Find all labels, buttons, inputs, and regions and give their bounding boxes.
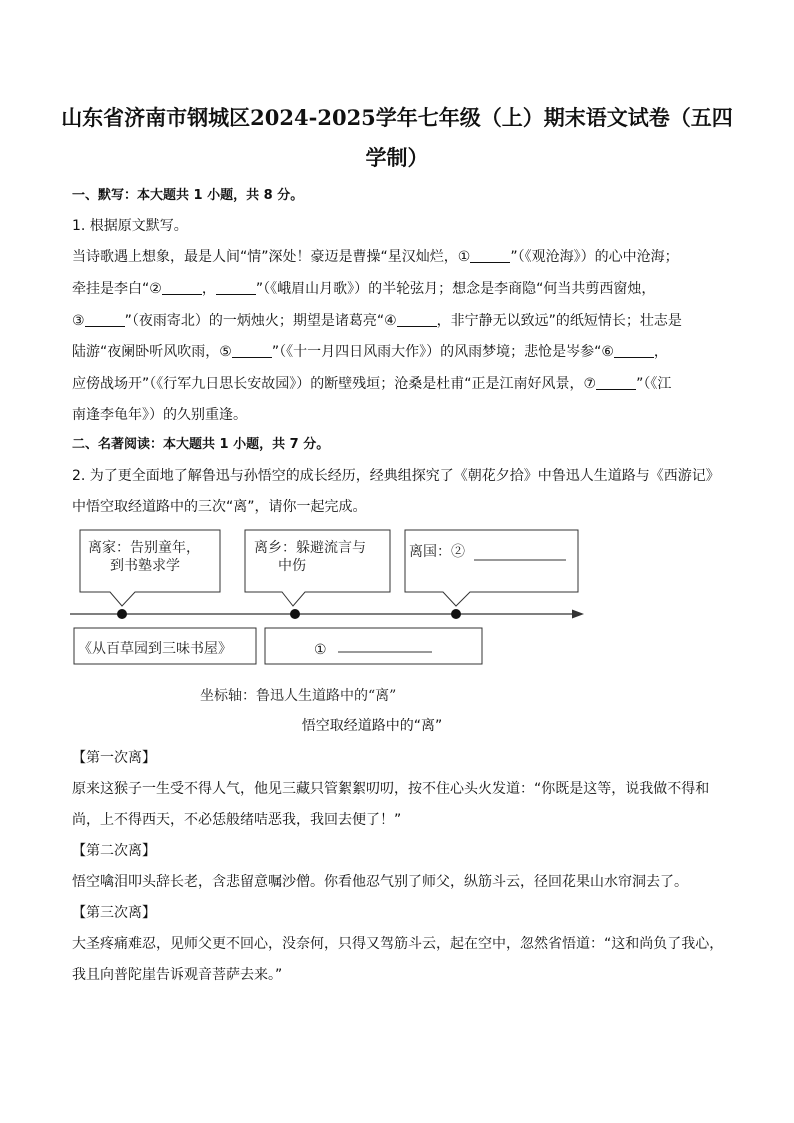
bottom-box1-text: 《从百草园到三味书屋》 [78,641,232,657]
box2-text-line2: 中伤 [278,558,306,574]
section2-heading [72,435,732,455]
passage-label-2: 【第二次离】 [72,843,156,859]
timeline-diagram [60,522,600,707]
box3-text: 离国：② [409,544,465,560]
q1-text: 应傍战场开”（《行军九日思长安故园》）的断壁残垣；沧桑是杜甫“正是江南好风景，⑦ [72,376,597,392]
q1-text: ”（《观沧海》）的心中沧海； [510,249,679,265]
q1-text: ”（夜雨寄北）的一炳烛火；期望是诸葛亮“④ [124,313,397,329]
diagram-caption: 悟空取经道路中的“离” [301,718,443,734]
q1-text: ”（《峨眉山月歌》）的半轮弦月；想念是李商隐“何当共剪西窗烛， [255,281,656,297]
box2-text-line1: 离乡：躲避流言与 [254,540,366,556]
q1-line [72,279,732,299]
exam-title-line2: 学制） [365,145,429,170]
passage-label-1: 【第一次离】 [72,750,156,766]
question2-text: 中悟空取经道路中的三次“离”，请你一起完成。 [72,499,367,515]
passage-text: 悟空噙泪叩头辞长老，含悲留意嘱沙僧。你看他忍气别了师父，纵筋斗云，径回花果山水帘洞去了。 [72,874,688,890]
q1-text: ， [653,344,668,360]
q1-line [72,247,732,267]
answer-blank[interactable] [162,280,202,295]
q1-text: ③ [72,313,85,329]
q1-text: ”（《十一月四日风雨大作》）的风雨梦境；悲怆是岑参“⑥ [271,344,614,360]
question1-label: 1. 根据原文默写。 [72,218,188,234]
callout-box-3 [405,530,578,606]
axis-arrow-icon [572,610,584,619]
q1-text: ”（《江 [636,376,672,392]
passage-text: 尚，上不得西天，不必恁般绪咭恶我，我回去便了！” [72,812,402,828]
bottom-box-2 [265,628,482,664]
timeline-dot [451,609,461,619]
bottom-box2-text: ① [314,642,327,658]
answer-blank[interactable] [85,312,125,327]
answer-blank[interactable] [232,343,272,358]
exam-title-line1: 山东省济南市钢城区2024-2025学年七年级（上）期末语文试卷（五四 [61,105,733,130]
passage-text: 我且向普陀崖告诉观音菩萨去来。” [72,967,283,983]
timeline-dot [290,609,300,619]
box1-text-line2: 到书塾求学 [110,558,180,574]
q1-text: 陆游“夜阑卧听风吹雨，⑤ [72,344,232,360]
passage-text: 大圣疼痛难忍，见师父更不回心，没奈何，只得又驾筋斗云，起在空中，忽然省悟道：“这和尚负了我心， [72,936,724,952]
answer-blank[interactable] [614,343,654,358]
answer-blank[interactable] [470,248,510,263]
passage-text: 原来这猴子一生受不得人气，他见三藏只管絮絮叨叨，按不住心头火发道：“你既是这等，说我做不得和 [72,781,710,797]
timeline-dot [117,609,127,619]
question2-text: 2. 为了更全面地了解鲁迅与孙悟空的成长经历，经典组探究了《朝花夕拾》中鲁迅人生道路与《西游记》 [72,468,720,484]
q1-text: 当诗歌遇上想象，最是人间“情”深处！豪迈是曹操“星汉灿烂，① [72,249,471,265]
q1-text: 牵挂是李白“② [72,281,162,297]
answer-blank[interactable] [397,312,437,327]
section1-heading [72,186,732,206]
q1-line [72,374,732,394]
q1-line [72,405,732,425]
q1-text: ，非宁静无以致远”的纸短情长；壮志是 [436,313,682,329]
q1-text: ， [201,281,216,297]
section2-heading-text: 二、名著阅读：本大题共 1 小题，共 7 分。 [72,437,330,452]
passage-label-3: 【第三次离】 [72,905,156,921]
answer-blank[interactable] [596,375,636,390]
answer-blank[interactable] [216,280,256,295]
section1-heading-text: 一、默写：本大题共 1 小题，共 8 分。 [72,188,304,203]
q1-line [72,342,732,362]
q1-line [72,311,732,331]
axis-caption: 坐标轴：鲁迅人生道路中的“离” [200,688,397,704]
q1-text: 南逢李龟年》）的久别重逢。 [72,407,247,423]
box1-text-line1: 离家：告别童年， [88,540,200,556]
